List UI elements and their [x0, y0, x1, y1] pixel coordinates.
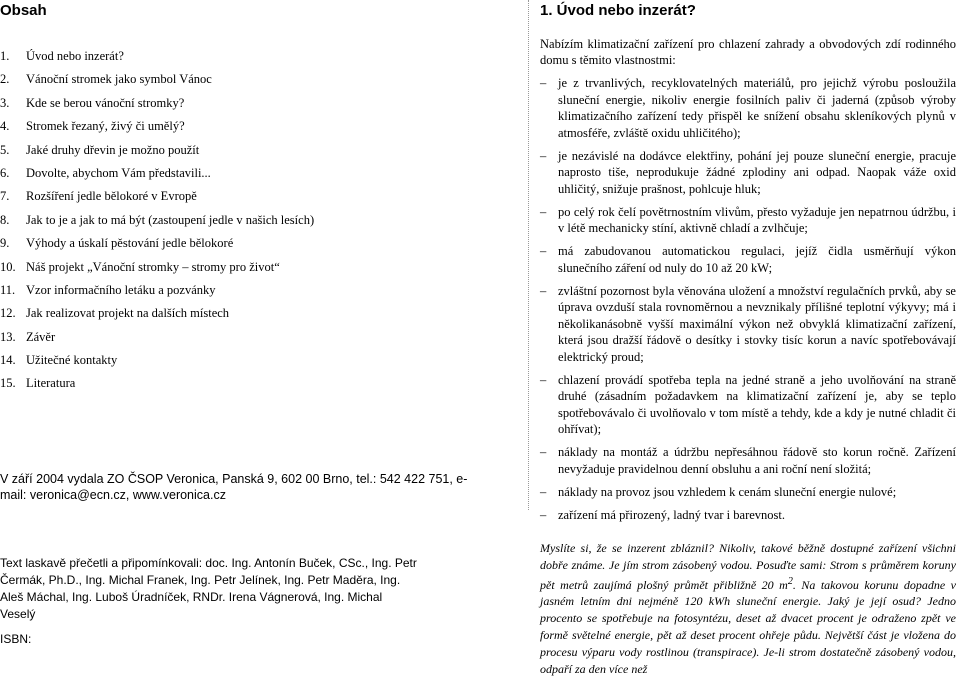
- bullet-dash: –: [540, 283, 547, 298]
- toc-item[interactable]: [0, 119, 314, 142]
- list-item: [540, 283, 956, 366]
- toc-item[interactable]: [0, 376, 314, 399]
- toc-item-label: Jak realizovat projekt na dalších místech: [26, 306, 230, 321]
- toc-item-label: Vzor informačního letáku a pozvánky: [26, 282, 216, 297]
- list-item: [540, 204, 956, 237]
- toc-item[interactable]: [0, 166, 314, 189]
- toc-item[interactable]: [0, 236, 314, 259]
- feature-list: [540, 75, 956, 530]
- list-item-text: chlazení provádí spotřeba tepla na jedné straně a jeho uvolňování na straně druhé (zásadním požadavkem na klimatizační zařízení je, aby se teplo spotřebovávalo či uvolňovalo v tom místě a tehdy, kde a kdy je nutné chladit či ohřívat);: [558, 372, 956, 436]
- toc-item[interactable]: [0, 143, 314, 166]
- intro-paragraph: Nabízím klimatizační zařízení pro chlazení zahrady a obvodových zdí rodinného domu s těmito vlastnostmi:: [540, 37, 956, 67]
- toc-item[interactable]: [0, 330, 314, 353]
- toc-item-label: Výhody a úskalí pěstování jedle bělokoré: [26, 236, 234, 251]
- isbn-label: ISBN:: [0, 632, 32, 646]
- list-item: [540, 372, 956, 438]
- toc-item-number: 10.: [0, 259, 16, 274]
- explanation-paragraph: [540, 540, 956, 677]
- column-divider: [528, 0, 530, 510]
- toc-item-label: Jak to je a jak to má být (zastoupení jedle v našich lesích): [26, 212, 315, 227]
- reviewers-text: Text laskavě přečetli a připomínkovali: doc. Ing. Antonín Buček, CSc., Ing. Petr Čermák, Ph.D., Ing. Michal Franek, Ing. Petr Jelínek, Ing. Petr Maděra, Ing. Aleš Máchal, Ing. Luboš Úradníček, RNDr. Irena Vágnerová, Ing. Michal Veselý: [0, 556, 417, 621]
- list-item: [540, 484, 956, 501]
- toc-item[interactable]: [0, 49, 314, 72]
- toc-item-number: 14.: [0, 353, 16, 368]
- bullet-dash: –: [540, 148, 547, 163]
- reviewers-credits: [0, 555, 420, 648]
- section-heading: 1. Úvod nebo inzerát?: [540, 2, 696, 19]
- toc-item-number: 7.: [0, 189, 10, 204]
- list-item-text: je z trvanlivých, recyklovatelných materiálů, pro jejichž výrobu posloužila sluneční energie, nikoliv energie fosilních paliv či jaderná (způsob výroby klimatizačního zařízení tedy přispěl ke snížení obsahu skleníkových plynů v atmosféře, zvláště oxidu uhličitého);: [558, 76, 956, 140]
- toc-item-label: Stromek řezaný, živý či umělý?: [26, 119, 185, 134]
- bullet-dash: –: [540, 484, 547, 499]
- toc-item-number: 5.: [0, 142, 10, 157]
- toc-item-number: 2.: [0, 72, 10, 87]
- toc-item-number: 15.: [0, 376, 16, 391]
- toc-heading: Obsah: [0, 2, 47, 19]
- list-item-text: po celý rok čelí povětrnostním vlivům, přesto vyžaduje jen nepatrnou údržbu, i v létě mechanicky stíní, aktivně chladí a zvlhčuje;: [558, 204, 956, 235]
- superscript-squared: 2: [787, 575, 793, 587]
- toc-item-label: Úvod nebo inzerát?: [26, 49, 124, 63]
- toc-item[interactable]: [0, 306, 314, 329]
- publisher-imprint: V září 2004 vydala ZO ČSOP Veronica, Panská 9, 602 00 Brno, tel.: 542 422 751, e-mail: veronica@ecn.cz, www.veronica.cz: [0, 472, 468, 502]
- list-item-text: náklady na montáž a údržbu nepřesáhnou řádově sto korun ročně. Zařízení nevyžaduje pravidelnou denní obsluhu a ani roční není složitá;: [558, 445, 956, 476]
- list-item: [540, 148, 956, 198]
- toc-item-number: 3.: [0, 95, 10, 110]
- list-item-text: zařízení má přirozený, ladný tvar i barevnost.: [558, 507, 785, 522]
- toc-item-number: 1.: [0, 49, 10, 63]
- toc-item-label: Náš projekt „Vánoční stromky – stromy pro život“: [26, 259, 280, 274]
- bullet-dash: –: [540, 204, 547, 219]
- bullet-dash: –: [540, 372, 547, 387]
- table-of-contents: [0, 49, 314, 400]
- list-item-text: má zabudovanou automatickou regulaci, jejíž čidla usměrňují výkon slunečního záření od nuly do 10 až 20 kW;: [558, 244, 956, 275]
- toc-item-number: 11.: [0, 282, 16, 297]
- bullet-dash: –: [540, 507, 547, 522]
- list-item: [540, 507, 956, 524]
- list-item-text: náklady na provoz jsou vzhledem k cenám sluneční energie nulové;: [558, 484, 897, 499]
- list-item: [540, 243, 956, 276]
- list-item-text: je nezávislé na dodávce elektřiny, pohání jej pouze sluneční energie, pracuje naprosto tiše, neprodukuje žádné zplodiny ani odpad. Naopak váže oxid uhličitý, snižuje prašnost, pohlcuje hluk;: [558, 148, 956, 196]
- toc-item-label: Závěr: [26, 329, 56, 344]
- toc-item[interactable]: [0, 72, 314, 95]
- toc-item-label: Literatura: [26, 376, 76, 391]
- toc-item[interactable]: [0, 353, 314, 376]
- toc-item[interactable]: [0, 283, 314, 306]
- toc-item-number: 8.: [0, 212, 10, 227]
- toc-item-number: 13.: [0, 329, 16, 344]
- toc-item[interactable]: [0, 260, 314, 283]
- list-item: [540, 444, 956, 477]
- toc-item-label: Rozšíření jedle bělokoré v Evropě: [26, 189, 197, 204]
- toc-item-label: Kde se berou vánoční stromky?: [26, 95, 185, 110]
- toc-item-number: 6.: [0, 165, 10, 180]
- toc-item-label: Jaké druhy dřevin je možno použít: [26, 142, 200, 157]
- toc-item-number: 4.: [0, 119, 10, 134]
- toc-item-number: 12.: [0, 306, 16, 321]
- list-item-text: zvláštní pozornost byla věnována uložení a množství regulačních prvků, aby se úprava ovzduší stala rovnoměrnou a nevznikaly přílišné teplotní výkyvy; má i několikanásobně vyšší maximální výkon než obvyklá klimatizační zařízení, která jsou dražší řádově o desítky i stovky tisíc korun a navíc spotřebovávají elektrický proud;: [558, 283, 956, 364]
- toc-item-label: Vánoční stromek jako symbol Vánoc: [26, 72, 212, 87]
- toc-item-label: Užitečné kontakty: [26, 353, 118, 368]
- bullet-dash: –: [540, 445, 547, 459]
- toc-item[interactable]: [0, 189, 314, 212]
- bullet-dash: –: [540, 244, 547, 258]
- toc-item[interactable]: [0, 213, 314, 236]
- toc-item-label: Dovolte, abychom Vám představili...: [26, 165, 211, 180]
- explanation-text-end: . Na takovou korunu dopadne v jasném letním dni nejméně 120 kWh sluneční energie. Jaký je její osud? Jedno procento se spotřebuje na fotosyntézu, deset až dvacet procent je odraženo zpět ve formě světelné energie, pět až deset procent ohřeje půdu. Největší část je vložena do procesu výparu vody rostlinou (transpirace). Je-li strom dostatečně zásobený vodou, odpaří za den více než: [540, 577, 956, 676]
- explanation-text-start: Myslíte si, že se inzerent zbláznil? Nikoliv, takové běžně dostupné zařízení všichni dobře známe. Je jím strom zásobený vodou. Posuďte sami: Strom s průměrem koruny pět metrů zaujímá plošný průmět přibližně 20 m: [540, 541, 956, 592]
- toc-item[interactable]: [0, 96, 314, 119]
- toc-item-number: 9.: [0, 236, 10, 251]
- bullet-dash: –: [540, 76, 547, 90]
- list-item: [540, 75, 956, 141]
